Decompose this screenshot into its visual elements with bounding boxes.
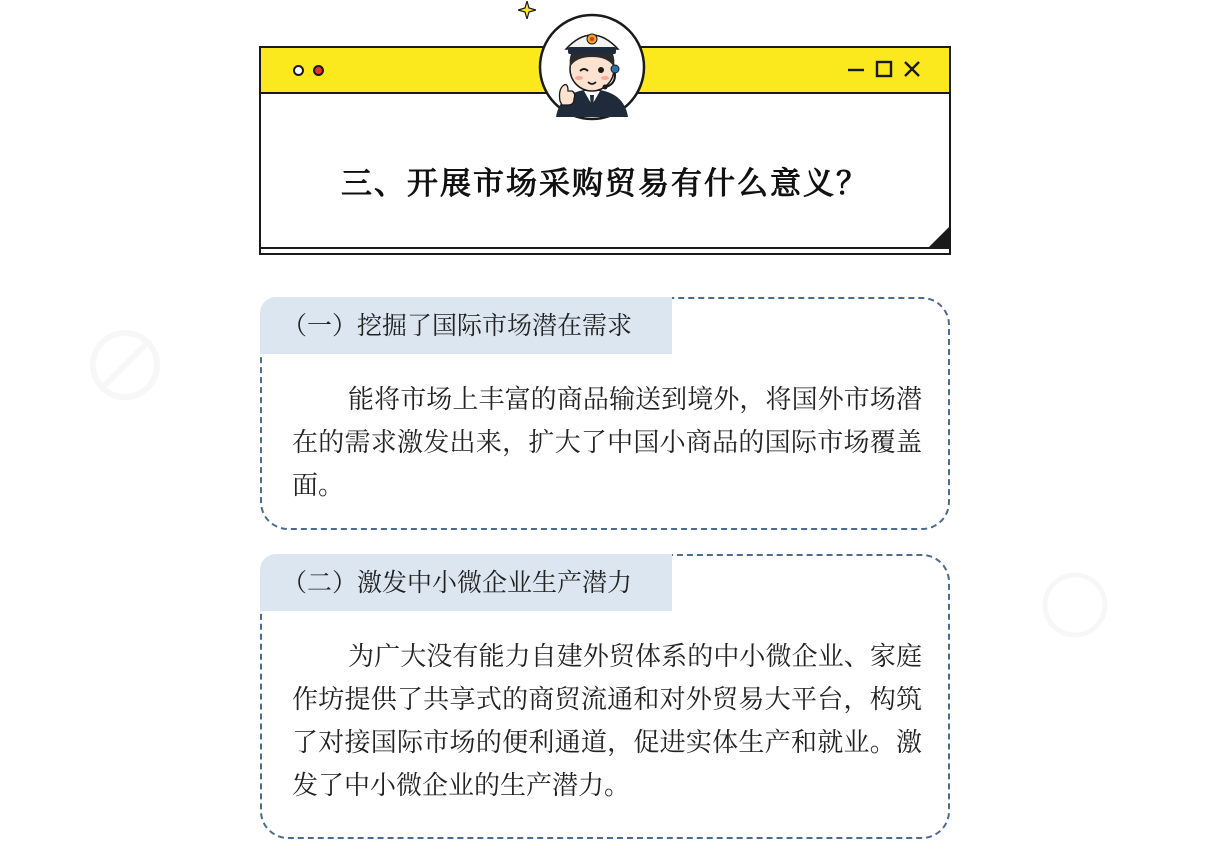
window-dot-white [293, 65, 304, 76]
section-body: 能将市场上丰富的商品输送到境外，将国外市场潜在的需求激发出来，扩大了中国小商品的国际市场覆盖面。 [292, 385, 922, 501]
section-card [260, 554, 950, 839]
minimize-icon[interactable] [846, 59, 866, 79]
corner-fold-icon [927, 225, 951, 249]
sparkle-icon [518, 1, 536, 19]
section-label: （一）挖掘了国际市场潜在需求 [260, 297, 672, 354]
window-dot-red [313, 65, 324, 76]
watermark-icon [80, 320, 170, 410]
page-title: 三、开展市场采购贸易有什么意义？ [341, 166, 869, 202]
section-label: （二）激发中小微企业生产潜力 [260, 554, 672, 611]
close-icon[interactable] [902, 59, 922, 79]
section-body: 为广大没有能力自建外贸体系的中小微企业、家庭作坊提供了共享式的商贸流通和对外贸易大平台，构筑了对接国际市场的便利通道，促进实体生产和就业。激发了中小微企业的生产潜力。 [292, 642, 922, 801]
customs-officer-avatar [538, 13, 646, 121]
maximize-icon[interactable] [874, 59, 894, 79]
watermark-icon [1030, 560, 1120, 650]
section-card [260, 297, 950, 530]
